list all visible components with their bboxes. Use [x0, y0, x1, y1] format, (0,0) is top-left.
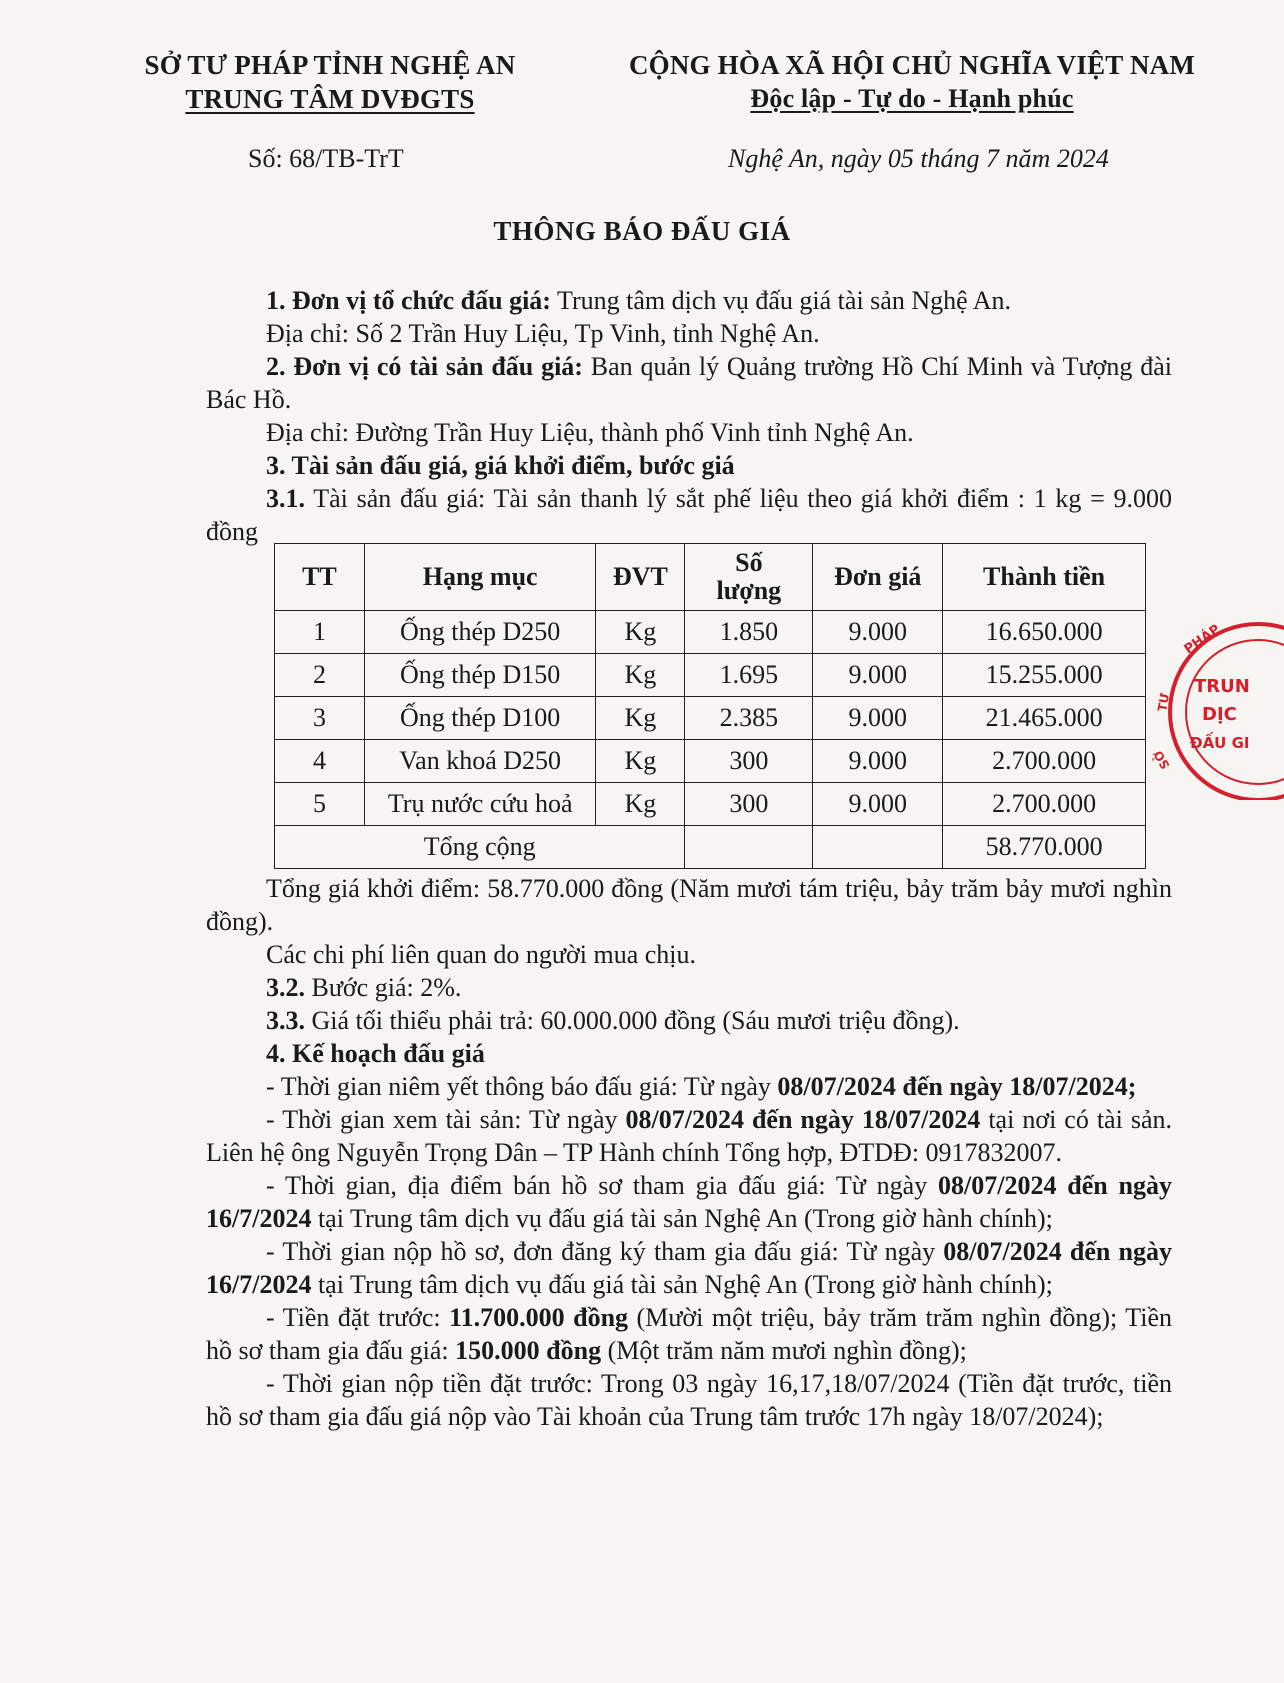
- cell-amount: 16.650.000: [943, 611, 1146, 654]
- table-total-row: [275, 826, 1146, 869]
- section-3-heading: 3. Tài sản đấu giá, giá khởi điểm, bước giá: [266, 451, 735, 480]
- cell-unit-price: 9.000: [813, 783, 943, 826]
- cell-quantity: 1.850: [685, 611, 813, 654]
- cell-index: 5: [275, 783, 365, 826]
- cell-item: Ống thép D100: [364, 697, 596, 740]
- document-title: THÔNG BÁO ĐẤU GIÁ: [493, 216, 791, 246]
- svg-text:ĐẤU GI: ĐẤU GI: [1190, 734, 1250, 752]
- total-amount: 58.770.000: [943, 826, 1146, 869]
- cell-item: Van khoá D250: [364, 740, 596, 783]
- country-name: CỘNG HÒA XÃ HỘI CHỦ NGHĨA VIỆT NAM: [628, 50, 1196, 80]
- issuing-organization: [120, 48, 540, 116]
- cell-item: Trụ nước cứu hoả: [364, 783, 596, 826]
- official-stamp: [1148, 620, 1284, 800]
- table-row: [275, 740, 1146, 783]
- plan-item-viewing: - Thời gian xem tài sản: Từ ngày 08/07/2024 đến ngày 18/07/2024 tại nơi có tài sản. Liên hệ ông Nguyễn Trọng Dân – TP Hành chính Tổng hợp, ĐTDĐ: 0917832007.: [206, 1105, 1172, 1167]
- svg-text:DỊC: DỊC: [1202, 704, 1237, 725]
- national-header: [592, 48, 1232, 116]
- center-name: TRUNG TÂM DVĐGTS: [185, 84, 475, 114]
- cell-quantity: 2.385: [685, 697, 813, 740]
- cell-quantity: 1.695: [685, 654, 813, 697]
- table-row: [275, 697, 1146, 740]
- section-3-1: 3.1. Tài sản đấu giá: Tài sản thanh lý sắt phế liệu theo giá khởi điểm : 1 kg = 9.000 đồng: [206, 484, 1172, 546]
- cell-quantity: 300: [685, 783, 813, 826]
- national-motto: Độc lập - Tự do - Hạnh phúc: [750, 84, 1074, 113]
- table-row: [275, 611, 1146, 654]
- plan-item-dossier-sale: - Thời gian, địa điểm bán hồ sơ tham gia đấu giá: Từ ngày 08/07/2024 đến ngày 16/7/2024 tại Trung tâm dịch vụ đấu giá tài sản Nghệ An (Trong giờ hành chính);: [206, 1171, 1172, 1233]
- cell-index: 3: [275, 697, 365, 740]
- total-starting-price: Tổng giá khởi điểm: 58.770.000 đồng (Năm mươi tám triệu, bảy trăm bảy mươi nghìn đồng).: [206, 874, 1172, 936]
- cell-index: 1: [275, 611, 365, 654]
- plan-item-deposit-time: - Thời gian nộp tiền đặt trước: Trong 03 ngày 16,17,18/07/2024 (Tiền đặt trước, tiền hồ sơ tham gia đấu giá nộp vào Tài khoản của Trung tâm trước 17h ngày 18/07/2024);: [206, 1369, 1172, 1431]
- price-details: [206, 872, 1172, 1433]
- section-3-2: 3.2. Bước giá: 2%.: [266, 973, 462, 1002]
- cell-unit: Kg: [596, 697, 685, 740]
- cell-amount: 2.700.000: [943, 783, 1146, 826]
- column-header: TT: [275, 544, 365, 611]
- cell-unit: Kg: [596, 611, 685, 654]
- table-row: [275, 783, 1146, 826]
- column-header: Đơn giá: [813, 544, 943, 611]
- cell-unit: Kg: [596, 783, 685, 826]
- cell-quantity: 300: [685, 740, 813, 783]
- department-name: SỞ TƯ PHÁP TỈNH NGHỆ AN: [144, 50, 516, 80]
- cell-unit-price: 9.000: [813, 697, 943, 740]
- svg-text:SỞ: SỞ: [1150, 747, 1173, 772]
- plan-item-deposit: - Tiền đặt trước: 11.700.000 đồng (Mười một triệu, bảy trăm trăm nghìn đồng); Tiền hồ sơ tham gia đấu giá: 150.000 đồng (Một trăm năm mươi nghìn đồng);: [206, 1303, 1172, 1365]
- column-header: ĐVT: [596, 544, 685, 611]
- cell-amount: 15.255.000: [943, 654, 1146, 697]
- cell-unit: Kg: [596, 740, 685, 783]
- cell-empty: [813, 826, 943, 869]
- cell-unit-price: 9.000: [813, 654, 943, 697]
- section-4-heading: 4. Kế hoạch đấu giá: [266, 1039, 485, 1068]
- cell-unit: Kg: [596, 654, 685, 697]
- cell-empty: [685, 826, 813, 869]
- cell-amount: 21.465.000: [943, 697, 1146, 740]
- cell-item: Ống thép D250: [364, 611, 596, 654]
- svg-text:TƯ: TƯ: [1155, 692, 1173, 713]
- cell-amount: 2.700.000: [943, 740, 1146, 783]
- svg-text:PHÁP: PHÁP: [1181, 622, 1224, 658]
- section-1: 1. Đơn vị tổ chức đấu giá: Trung tâm dịch vụ đấu giá tài sản Nghệ An.: [266, 286, 1011, 315]
- total-label: Tổng cộng: [275, 826, 685, 869]
- column-header: Thành tiền: [943, 544, 1146, 611]
- cell-index: 4: [275, 740, 365, 783]
- cell-unit-price: 9.000: [813, 740, 943, 783]
- section-2-address: Địa chỉ: Đường Trần Huy Liệu, thành phố Vinh tỉnh Nghệ An.: [266, 418, 914, 447]
- column-header: Số lượng: [685, 544, 813, 611]
- plan-item-posting: - Thời gian niêm yết thông báo đấu giá: Từ ngày 08/07/2024 đến ngày 18/07/2024;: [266, 1072, 1137, 1101]
- plan-item-dossier-submission: - Thời gian nộp hồ sơ, đơn đăng ký tham gia đấu giá: Từ ngày 08/07/2024 đến ngày 16/7/2024 tại Trung tâm dịch vụ đấu giá tài sản Nghệ An (Trong giờ hành chính);: [206, 1237, 1172, 1299]
- intro-sections: [206, 284, 1172, 548]
- asset-table: [274, 543, 1146, 869]
- section-2: 2. Đơn vị có tài sản đấu giá: Ban quản lý Quảng trường Hồ Chí Minh và Tượng đài Bác Hồ.: [206, 352, 1172, 414]
- cell-item: Ống thép D150: [364, 654, 596, 697]
- cell-index: 2: [275, 654, 365, 697]
- stamp-seal-icon: [1148, 620, 1284, 800]
- document-date: Nghệ An, ngày 05 tháng 7 năm 2024: [728, 144, 1109, 173]
- column-header: Hạng mục: [364, 544, 596, 611]
- costs-note: Các chi phí liên quan do người mua chịu.: [266, 940, 697, 969]
- cell-unit-price: 9.000: [813, 611, 943, 654]
- table-header-row: [275, 544, 1146, 611]
- table-row: [275, 654, 1146, 697]
- document-number: Số: 68/TB-TrT: [248, 144, 404, 173]
- svg-text:TRUN: TRUN: [1194, 676, 1250, 697]
- section-3-3: 3.3. Giá tối thiểu phải trả: 60.000.000 đồng (Sáu mươi triệu đồng).: [266, 1006, 960, 1035]
- section-1-address: Địa chỉ: Số 2 Trần Huy Liệu, Tp Vinh, tỉnh Nghệ An.: [266, 319, 820, 348]
